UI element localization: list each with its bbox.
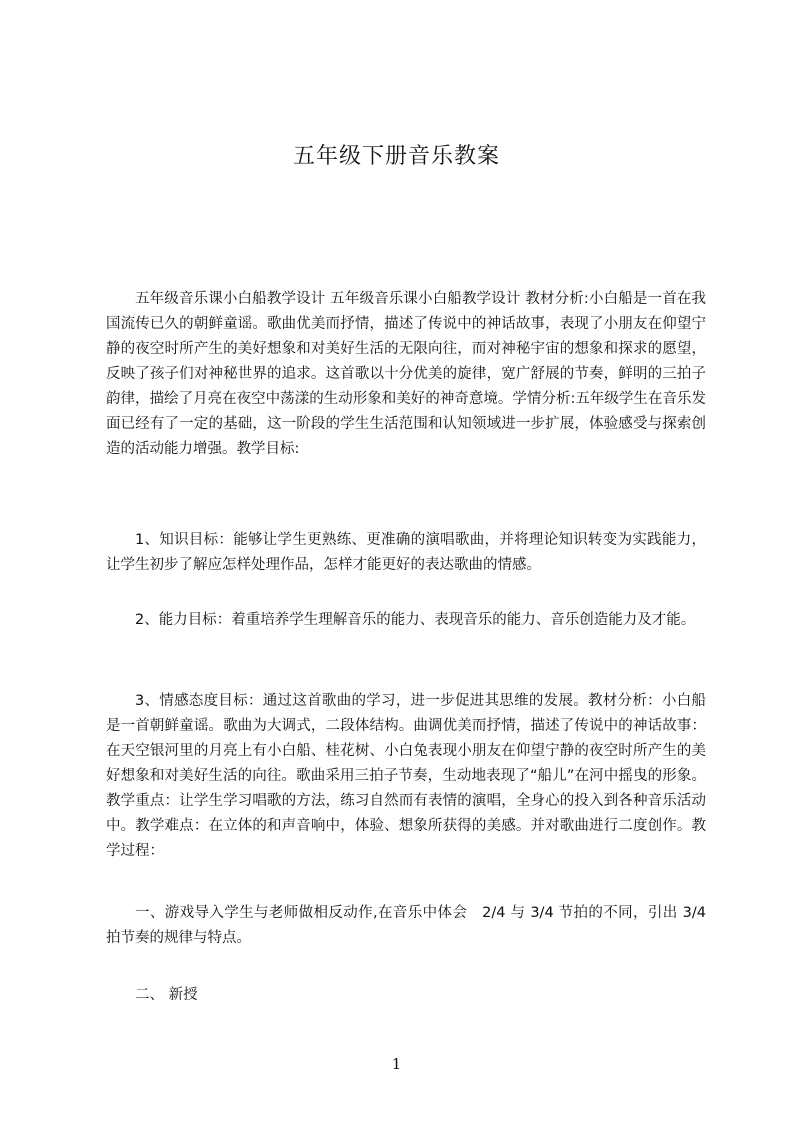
- paragraph-attitude-goal: 3、情感态度目标：通过这首歌曲的学习，进一步促进其思维的发展。教材分析：小白船是一首朝鲜童谣。歌曲为大调式，二段体结构。曲调优美而抒情，描述了传说中的神话故事：在天空银河里的月亮上有小白船、桂花树、小白兔表现小朋友在仰望宁静的夜空时所产生的美好想象和对美好生活的向往。歌曲采用三拍子节奏，生动地表现了“船儿”在河中摇曳的形象。教学重点：让学生学习唱歌的方法，练习自然而有表情的演唱，全身心的投入到各种音乐活动中。教学难点：在立体的和声音响中，体验、想象所获得的美感。并对歌曲进行二度创作。教学过程：: [106, 693, 706, 859]
- document-title: 五年级下册音乐教案: [292, 144, 500, 169]
- paragraph-step-two: 二、 新授: [135, 987, 198, 1003]
- paragraph-step-one: 一、游戏导入学生与老师做相反动作,在音乐中体会 2/4 与 3/4 节拍的不同，引出 3/4 拍节奏的规律与特点。: [106, 905, 706, 946]
- page-number: 1: [391, 1055, 402, 1073]
- paragraph-intro: 五年级音乐课小白船教学设计 五年级音乐课小白船教学设计 教材分析:小白船是一首在我国流传已久的朝鲜童谣。歌曲优美而抒情，描述了传说中的神话故事，表现了小朋友在仰望宁静的夜空时所产生的美好想象和对美好生活的无限向往，而对神秘宇宙的想象和探求的愿望，反映了孩子们对神秘世界的追求。这首歌以十分优美的旋律，宽广舒展的节奏，鲜明的三拍子韵律，描绘了月亮在夜空中荡漾的生动形象和美好的神奇意境。学情分析:五年级学生在音乐发面已经有了一定的基础，这一阶段的学生生活范围和认知领域进一步扩展，体验感受与探索创造的活动能力增强。教学目标:: [106, 291, 706, 457]
- paragraph-ability-goal: 2、能力目标：着重培养学生理解音乐的能力、表现音乐的能力、音乐创造能力及才能。: [135, 612, 696, 628]
- paragraph-knowledge-goal: 1、知识目标：能够让学生更熟练、更准确的演唱歌曲，并将理论知识转变为实践能力，让学生初步了解应怎样处理作品，怎样才能更好的表达歌曲的情感。: [106, 532, 706, 573]
